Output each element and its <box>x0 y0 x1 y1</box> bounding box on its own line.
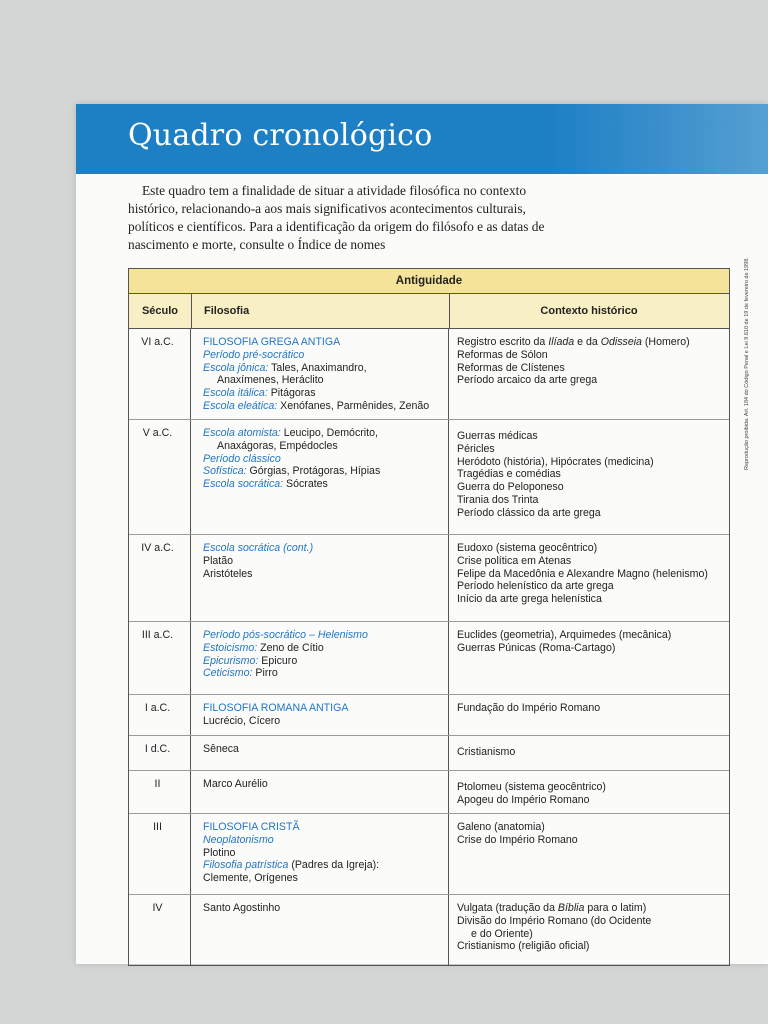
philosophers: Platão <box>203 554 234 567</box>
seculo-cell: III a.C. <box>129 622 191 694</box>
context-item: Período arcaico da arte grega <box>457 374 598 387</box>
context-item: Guerras médicas <box>457 430 538 442</box>
philosophers: Pitágoras <box>270 387 316 400</box>
seculo-cell: II <box>129 771 191 813</box>
filosofia-cell <box>191 622 449 694</box>
context-item: Galeno (anatomia) <box>457 821 545 833</box>
table-column-headers <box>129 294 729 329</box>
period-label: Período pré-socrático <box>203 348 305 361</box>
table-row <box>129 736 729 771</box>
banner-stripe <box>548 104 768 174</box>
context-text: para o latim) <box>587 902 647 914</box>
chronology-table <box>128 268 730 966</box>
filosofia-cell <box>191 814 449 894</box>
seculo-cell: IV a.C. <box>129 535 191 621</box>
context-item: Tragédias e comédias <box>457 468 561 481</box>
col-header-contexto: Contexto histórico <box>540 305 638 317</box>
philosophers: Santo Agostinho <box>203 902 281 914</box>
context-item: Guerras Púnicas (Roma-Cartago) <box>457 641 616 654</box>
contexto-cell <box>449 695 727 735</box>
philosophers: Clemente, Orígenes <box>203 872 298 885</box>
filosofia-cell <box>191 420 449 534</box>
period-label: Período pós-socrático – Helenismo <box>203 629 368 641</box>
context-item: Período clássico da arte grega <box>457 506 601 519</box>
contexto-cell <box>449 814 727 894</box>
table-row <box>129 814 729 895</box>
filosofia-cell <box>191 736 449 770</box>
table-row <box>129 695 729 736</box>
table-row <box>129 329 729 420</box>
seculo-cell: IV <box>129 895 191 965</box>
contexto-cell <box>449 895 727 965</box>
school-label: Filosofia patrística <box>203 859 289 872</box>
philosophers: Górgias, Protágoras, Hípias <box>249 465 381 478</box>
context-item: Divisão do Império Romano (do Ocidente <box>457 914 652 927</box>
philosophers: Lucrécio, Cícero <box>203 714 281 727</box>
work-title: Odisseia <box>600 336 642 348</box>
col-header-filosofia: Filosofia <box>192 294 450 328</box>
school-label: Escola jônica: <box>203 361 269 374</box>
philosophers: Pirro <box>255 667 278 680</box>
work-title: Bíblia <box>557 902 585 914</box>
context-item: Tirania dos Trinta <box>457 493 539 506</box>
work-title: Ilíada <box>548 336 575 348</box>
context-item: Ptolomeu (sistema geocêntrico) <box>457 781 606 793</box>
seculo-cell: I d.C. <box>129 736 191 770</box>
table-row <box>129 771 729 814</box>
school-label: Escola socrática: <box>203 478 284 491</box>
philosophers: Leucipo, Demócrito, <box>283 427 378 439</box>
context-item: Crise política em Atenas <box>457 554 572 567</box>
intro-paragraph: Este quadro tem a finalidade de situar a atividade filosófica no contexto histórico, relacionando-a aos mais significativos acontecimentos culturais, políticos e científicos. Para a identificação da origem do filósofo e as datas de nascimento e morte, consulte o Índice de nomes <box>128 183 545 252</box>
filosofia-cell <box>191 695 449 735</box>
school-label: Epicurismo: <box>203 654 259 667</box>
filosofia-cell <box>191 895 449 965</box>
table-row <box>129 622 729 695</box>
copyright-note: Reprodução proibida. Art. 184 do Código Penal e Lei 9.610 de 19 de fevereiro de 1998. <box>744 257 750 470</box>
context-item: e do Oriente) <box>471 927 533 940</box>
context-text: (Homero) <box>644 336 690 348</box>
table-section-header: Antiguidade <box>129 269 729 294</box>
context-item: Início da arte grega helenística <box>457 593 602 606</box>
philosophers: Xenófanes, Parmênides, Zenão <box>280 399 430 412</box>
context-item: Período helenístico da arte grega <box>457 580 614 593</box>
movement-heading: FILOSOFIA ROMANA ANTIGA <box>203 702 349 714</box>
seculo-cell: V a.C. <box>129 420 191 534</box>
table-row <box>129 895 729 965</box>
contexto-cell <box>449 420 727 534</box>
context-item: Eudoxo (sistema geocêntrico) <box>457 542 598 554</box>
philosophers: Sêneca <box>203 743 239 755</box>
contexto-cell <box>449 771 727 813</box>
school-label: Estoicismo: <box>203 641 258 654</box>
school-label: Sofística: <box>203 465 247 478</box>
context-item: Cristianismo (religião oficial) <box>457 940 590 953</box>
philosophers: Tales, Anaximandro, <box>271 361 367 374</box>
philosophers: (Padres da Igreja): <box>291 859 380 872</box>
context-item: Reformas de Sólon <box>457 348 548 361</box>
school-label: Escola eleática: <box>203 399 278 412</box>
school-label: Escola socrática (cont.) <box>203 542 314 554</box>
context-text: Registro escrito da <box>457 336 546 348</box>
seculo-cell: I a.C. <box>129 695 191 735</box>
col-header-seculo: Século <box>129 294 192 328</box>
philosophers: Anaxímenes, Heráclito <box>217 374 324 387</box>
filosofia-cell <box>191 771 449 813</box>
filosofia-cell <box>191 535 449 621</box>
contexto-cell <box>449 329 727 419</box>
period-label: Período clássico <box>203 452 281 465</box>
table-row <box>129 420 729 535</box>
context-item: Fundação do Império Romano <box>457 702 601 714</box>
school-label: Ceticismo: <box>203 667 253 680</box>
table-row <box>129 535 729 622</box>
context-item: Heródoto (história), Hipócrates (medicina) <box>457 455 654 468</box>
school-label: Escola itálica: <box>203 387 268 400</box>
context-text: Vulgata (tradução da <box>457 902 555 914</box>
philosophers: Anaxágoras, Empédocles <box>217 439 338 452</box>
philosophers: Aristóteles <box>203 567 253 580</box>
contexto-cell <box>449 535 727 621</box>
philosophers: Sócrates <box>286 478 328 491</box>
movement-heading: FILOSOFIA GREGA ANTIGA <box>203 336 341 348</box>
title-banner <box>76 104 768 174</box>
context-item: Guerra do Peloponeso <box>457 481 564 494</box>
context-item: Apogeu do Império Romano <box>457 793 590 806</box>
context-item: Euclides (geometria), Arquimedes (mecânica) <box>457 629 672 641</box>
context-item: Crise do Império Romano <box>457 833 578 846</box>
contexto-cell <box>449 622 727 694</box>
filosofia-cell <box>191 329 449 419</box>
context-text: e da <box>577 336 598 348</box>
context-item: Péricles <box>457 442 495 455</box>
school-label: Escola atomista: <box>203 427 281 439</box>
context-item: Cristianismo <box>457 746 516 758</box>
seculo-cell: III <box>129 814 191 894</box>
context-item: Reformas de Clístenes <box>457 361 565 374</box>
philosophers: Epicuro <box>261 654 298 667</box>
movement-heading: FILOSOFIA CRISTÃ <box>203 821 300 833</box>
seculo-cell: VI a.C. <box>129 329 191 419</box>
contexto-cell <box>449 736 727 770</box>
context-item: Felipe da Macedônia e Alexandre Magno (helenismo) <box>457 567 708 580</box>
philosophers: Plotino <box>203 846 236 859</box>
school-label: Neoplatonismo <box>203 833 274 846</box>
page-title: Quadro cronológico <box>128 118 433 153</box>
philosophers: Marco Aurélio <box>203 778 268 790</box>
philosophers: Zeno de Cítio <box>260 641 324 654</box>
